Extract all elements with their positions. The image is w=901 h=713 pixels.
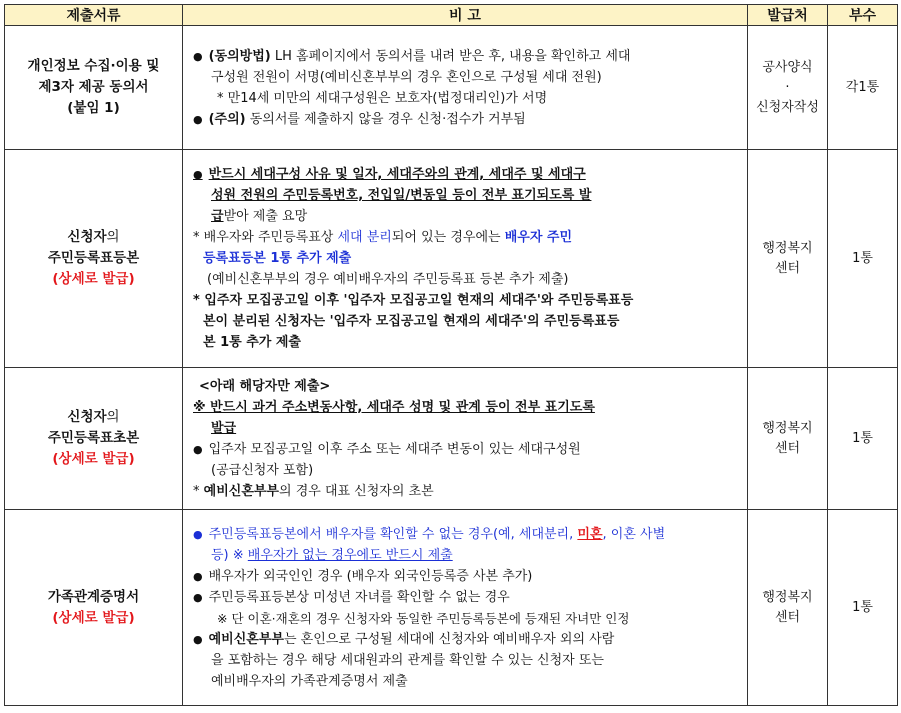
count-cell: 1통 bbox=[828, 510, 898, 706]
bullet-continuation: 예비배우자의 가족관계증명서 제출 bbox=[211, 673, 408, 689]
issuer-cell: 행정복지 센터 bbox=[748, 150, 828, 368]
bullet-item: ● 반드시 세대구성 사유 및 일자, 세대주와의 관계, 세대주 및 세대구 bbox=[193, 164, 739, 185]
mandatory-note: ※ 반드시 과거 주소변동사항, 세대주 성명 및 관계 등이 전부 표기도록 bbox=[193, 399, 595, 415]
doc-name-line: 신청자의 bbox=[67, 409, 120, 425]
bullet-continuation: 급받아 제출 요망 bbox=[211, 209, 308, 224]
remarks-cell bbox=[183, 26, 748, 150]
doc-name-cell bbox=[5, 26, 183, 150]
remarks-cell bbox=[183, 150, 748, 368]
doc-name-line: 신청자의 bbox=[67, 229, 120, 245]
count-cell: 1통 bbox=[828, 150, 898, 368]
doc-name-cell bbox=[5, 368, 183, 510]
bullet-item: ● 입주자 모집공고일 이후 주소 또는 세대주 변동이 있는 세대구성원 bbox=[193, 439, 739, 460]
count-cell: 각1통 bbox=[828, 26, 898, 150]
bullet-continuation: 을 포함하는 경우 해당 세대원과의 관계를 확인할 수 있는 신청자 또는 bbox=[211, 652, 604, 668]
doc-name-cell bbox=[5, 150, 183, 368]
note-text: 본이 분리된 신청자는 '입주자 모집공고일 현재의 세대주'의 주민등록표등 bbox=[203, 314, 620, 329]
note-text: * 입주자 모집공고일 이후 '입주자 모집공고일 현재의 세대주'와 주민등록표등 bbox=[193, 293, 634, 308]
note-text: * 만14세 미만의 세대구성원은 보호자(법정대리인)가 서명 bbox=[217, 90, 548, 106]
mandatory-note: 발급 bbox=[211, 420, 237, 436]
doc-name-line: 주민등록표등본 bbox=[47, 250, 140, 266]
bullet-continuation: 등) ※ 배우자가 없는 경우에도 반드시 제출 bbox=[211, 547, 453, 563]
bullet-item: ● (동의방법) LH 홈페이지에서 동의서를 내려 받은 후, 내용을 확인하고 세대 bbox=[193, 46, 739, 67]
bullet-item: ● 주민등록표등본상 미성년 자녀를 확인할 수 없는 경우 bbox=[193, 587, 739, 608]
header-count: 부수 bbox=[828, 5, 898, 26]
bullet-item: ● 예비신혼부부는 혼인으로 구성될 세대에 신청자와 예비배우자 외의 사람 bbox=[193, 629, 739, 650]
issue-detail-note: (상세로 발급) bbox=[52, 271, 135, 287]
issuer-cell: 행정복지 센터 bbox=[748, 368, 828, 510]
header-issuer: 발급처 bbox=[748, 5, 828, 26]
remarks-cell bbox=[183, 368, 748, 510]
bullet-item: ● (주의) 동의서를 제출하지 않을 경우 신청·접수가 거부됨 bbox=[193, 109, 739, 130]
header-remarks: 비 고 bbox=[183, 5, 748, 26]
doc-name-line: 개인정보 수집·이용 및 bbox=[27, 58, 160, 74]
doc-name-line: 주민등록표초본 bbox=[47, 430, 140, 446]
table-row bbox=[5, 368, 898, 510]
bullet-continuation: 구성원 전원이 서명(예비신혼부부의 경우 혼인으로 구성될 세대 전원) bbox=[211, 69, 602, 85]
table-row bbox=[5, 26, 898, 150]
note-text: 본 1통 추가 제출 bbox=[203, 335, 301, 350]
section-heading: <아래 해당자만 제출> bbox=[199, 378, 331, 394]
issue-detail-note: (상세로 발급) bbox=[52, 609, 135, 626]
bullet-item: ● 주민등록표등본에서 배우자를 확인할 수 없는 경우(예, 세대분리, 미혼, 이혼 사별 bbox=[193, 524, 739, 545]
note-text: (예비신혼부부의 경우 예비배우자의 주민등록표 등본 추가 제출) bbox=[207, 272, 569, 287]
documents-table bbox=[4, 4, 898, 706]
issue-detail-note: (상세로 발급) bbox=[52, 451, 135, 467]
remarks-cell bbox=[183, 510, 748, 706]
doc-name-cell bbox=[5, 510, 183, 706]
header-documents: 제출서류 bbox=[5, 5, 183, 26]
bullet-item: ● 배우자가 외국인인 경우 (배우자 외국인등록증 사본 추가) bbox=[193, 566, 739, 587]
doc-name-line: 제3자 제공 동의서 bbox=[38, 79, 149, 95]
count-cell: 1통 bbox=[828, 368, 898, 510]
table-row bbox=[5, 150, 898, 368]
note-text: 등록표등본 1통 추가 제출 bbox=[203, 251, 352, 266]
bullet-continuation: 성원 전원의 주민등록번호, 전입일/변동일 등이 전부 표기되도록 발 bbox=[211, 188, 592, 203]
issuer-cell: 행정복지 센터 bbox=[748, 510, 828, 706]
table-header-row bbox=[5, 5, 898, 26]
note-text: * 배우자와 주민등록표상 세대 분리되어 있는 경우에는 배우자 주민 bbox=[193, 230, 573, 245]
note-text: ※ 단 이혼·재혼의 경우 신청자와 동일한 주민등록등본에 등재된 자녀만 인정 bbox=[217, 610, 630, 626]
bullet-continuation: (공급신청자 포함) bbox=[211, 462, 314, 478]
note-text: * 예비신혼부부의 경우 대표 신청자의 초본 bbox=[193, 483, 434, 499]
issuer-cell: 공사양식 · 신청자작성 bbox=[748, 26, 828, 150]
table-row bbox=[5, 510, 898, 706]
doc-name-line: (붙임 1) bbox=[67, 100, 120, 116]
doc-name-line: 가족관계증명서 bbox=[47, 588, 140, 605]
